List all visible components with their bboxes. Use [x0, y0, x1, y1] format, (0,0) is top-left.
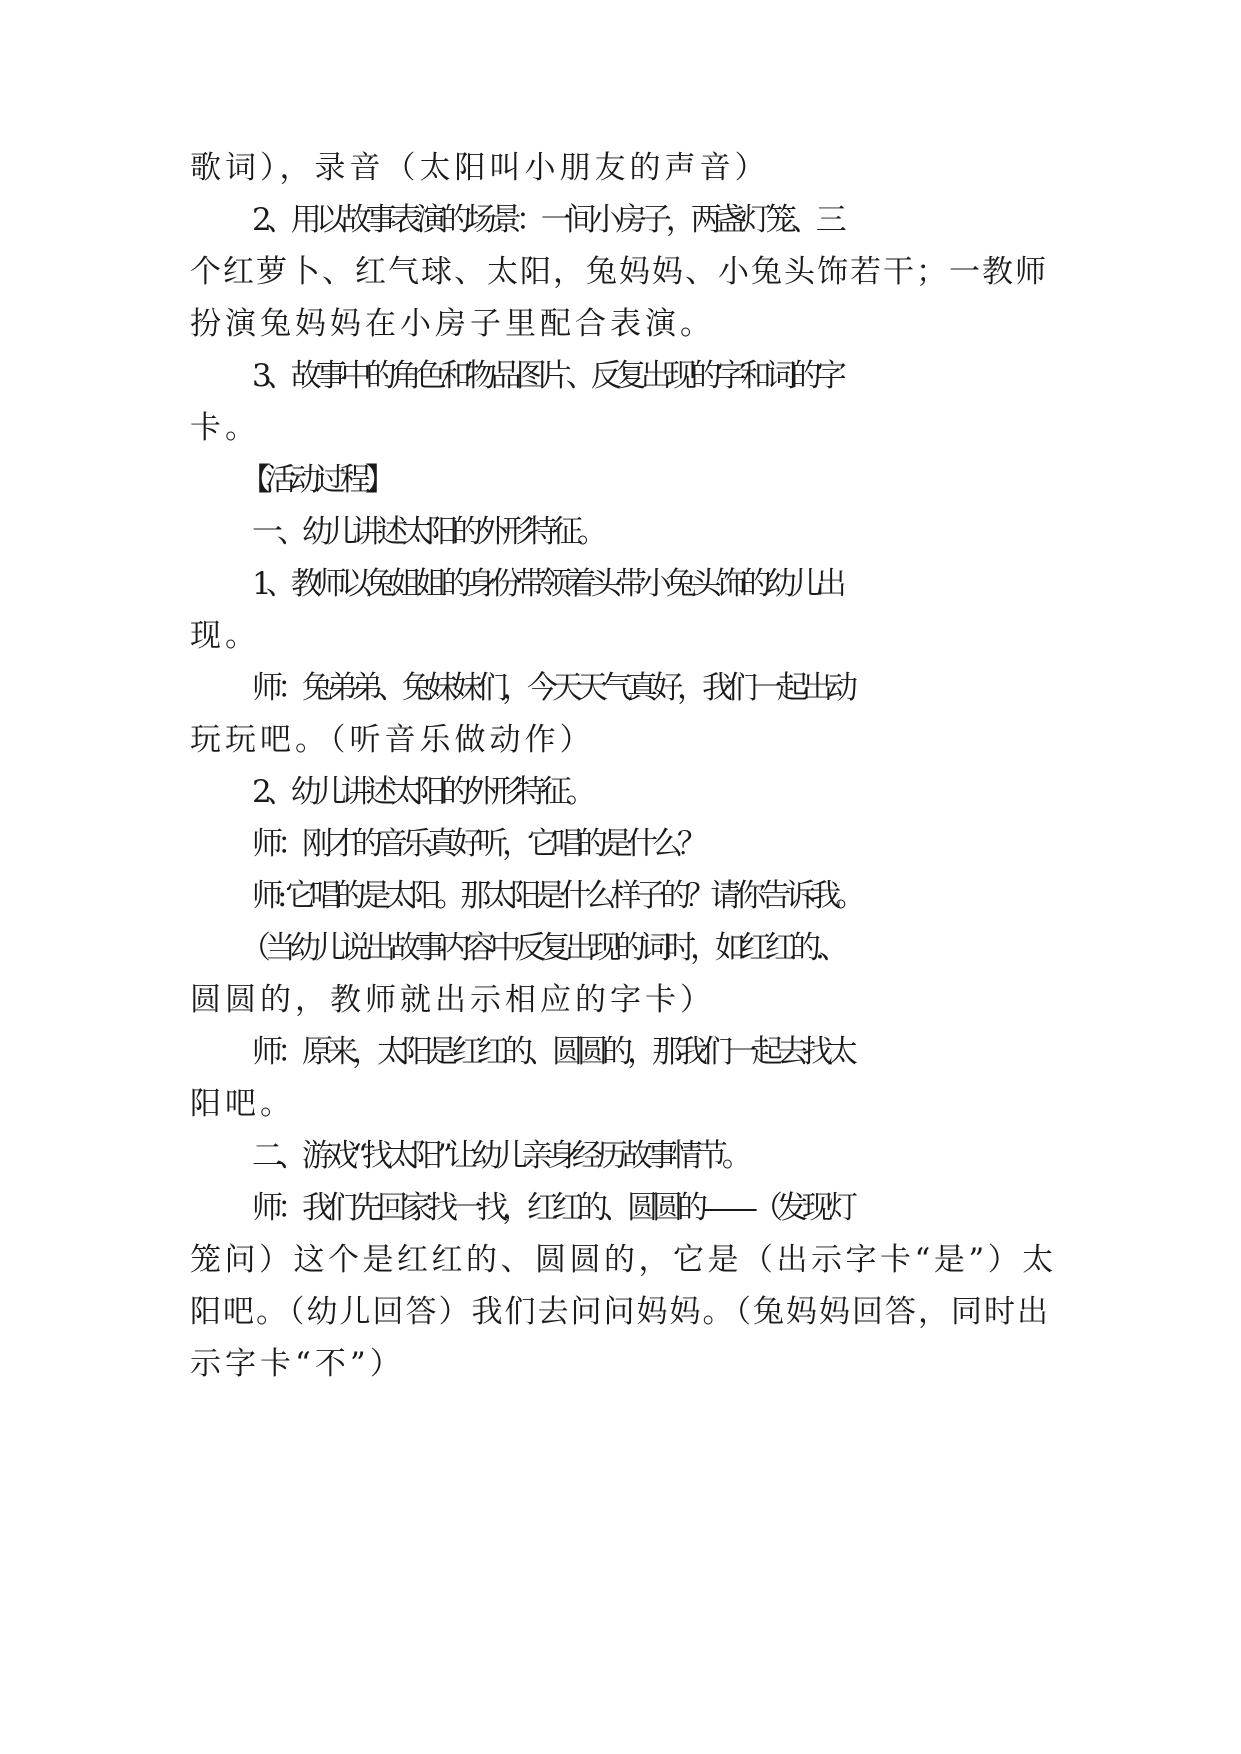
paragraph-line: 示字卡“不”） — [190, 1346, 405, 1382]
paragraph-line: 歌词），录音（太阳叫小朋友的声音） — [190, 150, 770, 186]
paragraph-line: 3、故事中的角色和物品图片、反复出现的字和词的字 — [252, 358, 841, 394]
paragraph-line: （当幼儿说出故事内容中反复出现的词时，如红红的.、 — [240, 930, 844, 966]
paragraph-line: 一、幼儿讲述太阳的外形特征。 — [252, 514, 602, 550]
paragraph-line: 2、用以故事表演的场景：一间小房子，两盏灯笼、三 — [252, 202, 841, 238]
paragraph-line: 师：兔弟弟、兔妹妹们，今天天气真好，我们一起出动 — [252, 670, 852, 706]
paragraph-line: 阳吧。（幼儿回答）我们去问问妈妈。（兔妈妈回答，同时出 — [190, 1294, 1050, 1330]
paragraph-line: 卡。 — [190, 410, 260, 446]
paragraph-line: 个红萝卜、红气球、太阳，兔妈妈、小兔头饰若干；一教师 — [190, 254, 1048, 290]
paragraph-line: 师: 它唱的是太阳。那太阳是什么样子的？请你告诉我。 — [252, 878, 861, 914]
paragraph-line: 1、教师以兔姐姐的身份带领着头带小兔头饰的幼儿出 — [252, 566, 841, 602]
paragraph-line: 玩玩吧。（听音乐做动作） — [190, 722, 595, 758]
paragraph-line: 二、游戏“找太阳”让幼儿亲身经历故事情节。 — [252, 1138, 747, 1174]
paragraph-line: 阳吧。 — [190, 1086, 295, 1122]
section-heading: 【活动过程】 — [240, 462, 390, 498]
paragraph-line: 2、幼儿讲述太阳的外形特征。 — [252, 774, 591, 810]
paragraph-line: 扮演兔妈妈在小房子里配合表演。 — [190, 306, 715, 342]
paragraph-line: 师：刚才的音乐真好听，它唱的是什么？ — [252, 826, 702, 862]
paragraph-line: 师：原来，太阳是红红的、圆圆的，那我们一起去找太 — [252, 1034, 852, 1070]
paragraph-line: 师：我们先回家找一找，红红的、圆圆的——（发现灯 — [252, 1190, 852, 1226]
paragraph-line: 现。 — [190, 618, 260, 654]
paragraph-line: 笼问）这个是红红的、圆圆的，它是（出示字卡“是”）太 — [190, 1242, 1057, 1278]
paragraph-line: 圆圆的，教师就出示相应的字卡） — [190, 982, 715, 1018]
